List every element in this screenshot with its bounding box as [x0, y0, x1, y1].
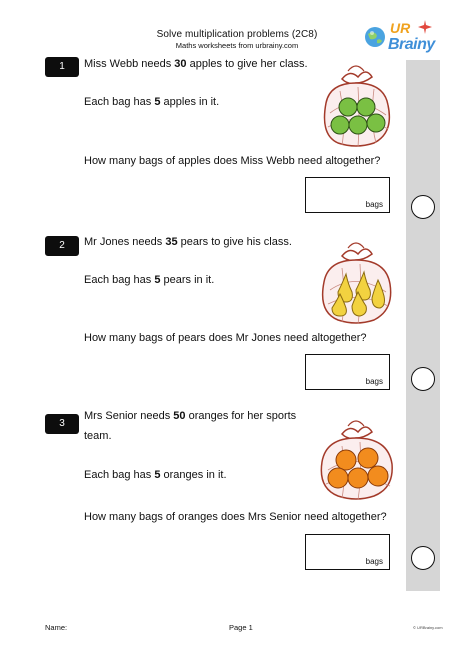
- question-2-bag-info: Each bag has 5 pears in it.: [84, 274, 215, 286]
- copyright-notice: © URBrainy.com: [413, 625, 443, 630]
- question-3-prompt: How many bags of oranges does Mrs Senior need altogether?: [84, 511, 387, 523]
- answer-box-1[interactable]: [305, 177, 390, 213]
- answer-unit-2: bags: [365, 377, 383, 386]
- mark-circle-2[interactable]: [411, 367, 435, 391]
- question-number-3: 3: [45, 414, 79, 434]
- pear-bag-icon: [316, 240, 396, 326]
- mark-circle-3[interactable]: [411, 546, 435, 570]
- logo-text-ur: UR: [390, 20, 411, 36]
- answer-box-2[interactable]: [305, 354, 390, 390]
- sparkle-icon: [418, 20, 432, 34]
- question-1-statement: Miss Webb needs 30 apples to give her class.: [84, 58, 308, 70]
- question-1-bag-info: Each bag has 5 apples in it.: [84, 96, 220, 108]
- name-label: Name:: [45, 623, 68, 632]
- question-3-statement: Mrs Senior needs 50 oranges for her sports: [84, 410, 297, 422]
- question-1-prompt: How many bags of apples does Miss Webb need altogether?: [84, 155, 381, 167]
- worksheet-title: Solve multiplication problems (2C8): [156, 29, 318, 40]
- urbrainy-logo: [358, 20, 450, 54]
- question-3-statement-continued: team.: [84, 430, 112, 442]
- question-number-1: 1: [45, 57, 79, 77]
- orange-bag-icon: [316, 418, 396, 502]
- question-2-statement: Mr Jones needs 35 pears to give his class.: [84, 236, 292, 248]
- apple-bag-icon: [316, 63, 396, 151]
- globe-icon: [364, 26, 386, 48]
- answer-unit-1: bags: [365, 200, 383, 209]
- question-3-bag-info: Each bag has 5 oranges in it.: [84, 469, 227, 481]
- logo-text-brainy: Brainy: [388, 36, 435, 53]
- question-number-2: 2: [45, 236, 79, 256]
- page-number: Page 1: [229, 623, 253, 632]
- question-2-prompt: How many bags of pears does Mr Jones need altogether?: [84, 332, 367, 344]
- answer-box-3[interactable]: [305, 534, 390, 570]
- marking-column: [406, 60, 440, 591]
- answer-unit-3: bags: [365, 557, 383, 566]
- mark-circle-1[interactable]: [411, 195, 435, 219]
- worksheet-subtitle: Maths worksheets from urbrainy.com: [175, 41, 299, 50]
